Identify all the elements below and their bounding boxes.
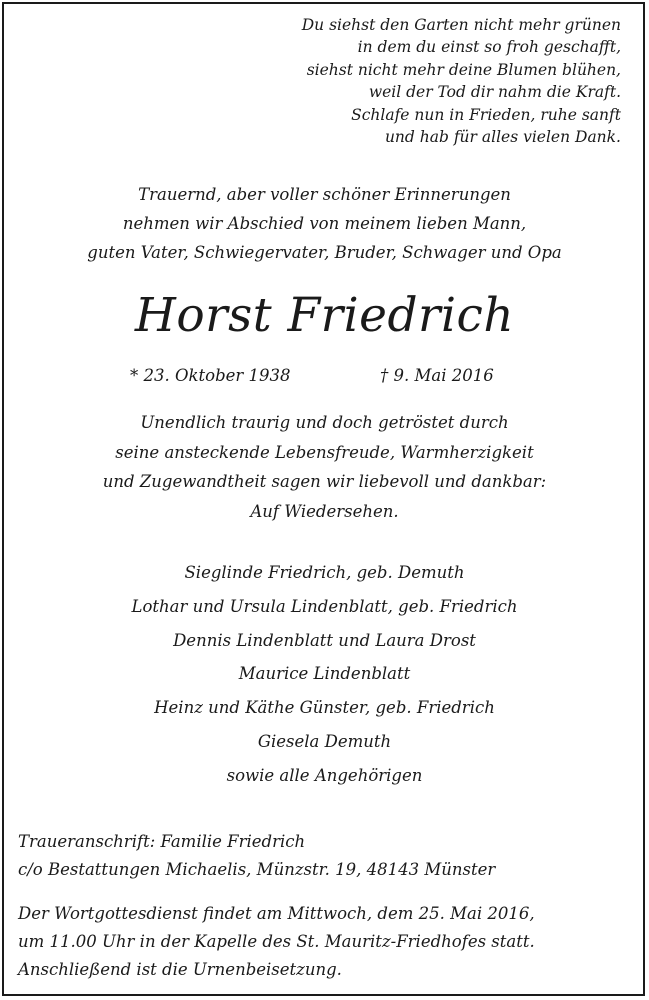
tribute-text bbox=[0, 408, 649, 526]
poem-line: weil der Tod dir nahm die Kraft. bbox=[368, 83, 621, 102]
service-line: um 11.00 Uhr in der Kapelle des St. Mauritz-Friedhofes statt. bbox=[18, 932, 535, 951]
mourning-address bbox=[18, 828, 495, 884]
mourner-name: Giesela Demuth bbox=[257, 731, 392, 751]
mourner-name: Sieglinde Friedrich, geb. Demuth bbox=[184, 563, 465, 582]
death-date: † 9. Mai 2016 bbox=[380, 366, 494, 385]
poem-line: Du siehst den Garten nicht mehr grünen bbox=[301, 16, 621, 34]
address-line: c/o Bestattungen Michaelis, Münzstr. 19, 48143 Münster bbox=[18, 860, 496, 879]
service-info bbox=[18, 900, 535, 984]
mourner-name: Maurice Lindenblatt bbox=[238, 664, 411, 684]
poem-line: siehst nicht mehr deine Blumen blühen, bbox=[306, 60, 621, 79]
tribute-line: und Zugewandtheit sagen wir liebevoll und dankbar: bbox=[102, 472, 547, 491]
service-line: Der Wortgottesdienst findet am Mittwoch, dem 25. Mai 2016, bbox=[18, 904, 535, 923]
mourner-name: Dennis Lindenblatt und Laura Drost bbox=[173, 630, 476, 650]
intro-line: Trauernd, aber voller schöner Erinnerungen bbox=[138, 185, 511, 204]
service-line: Anschließend ist die Urnenbeisetzung. bbox=[18, 960, 342, 979]
poem bbox=[302, 14, 621, 148]
mourner-name: sowie alle Angehörigen bbox=[226, 765, 423, 785]
poem-line: Schlafe nun in Frieden, ruhe sanft bbox=[351, 105, 621, 124]
deceased-name: Horst Friedrich bbox=[134, 288, 515, 343]
intro-text bbox=[0, 180, 649, 267]
mourner-name: Lothar und Ursula Lindenblatt, geb. Friedrich bbox=[131, 596, 518, 616]
mourner-name: Heinz und Käthe Günster, geb. Friedrich bbox=[154, 698, 495, 718]
tribute-line: Auf Wiedersehen. bbox=[250, 501, 399, 521]
tribute-line: Unendlich traurig und doch getröstet durch bbox=[140, 413, 509, 432]
mourners-list bbox=[0, 556, 649, 793]
intro-line: guten Vater, Schwiegervater, Bruder, Schwager und Opa bbox=[87, 243, 562, 262]
intro-line: nehmen wir Abschied von meinem lieben Mann, bbox=[122, 214, 527, 233]
birth-date: * 23. Oktober 1938 bbox=[130, 366, 291, 385]
poem-line: in dem du einst so froh geschafft, bbox=[357, 38, 621, 57]
poem-line: und hab für alles vielen Dank. bbox=[384, 128, 621, 147]
tribute-line: seine ansteckende Lebensfreude, Warmherzigkeit bbox=[115, 442, 534, 462]
address-line: Traueranschrift: Familie Friedrich bbox=[18, 832, 306, 851]
